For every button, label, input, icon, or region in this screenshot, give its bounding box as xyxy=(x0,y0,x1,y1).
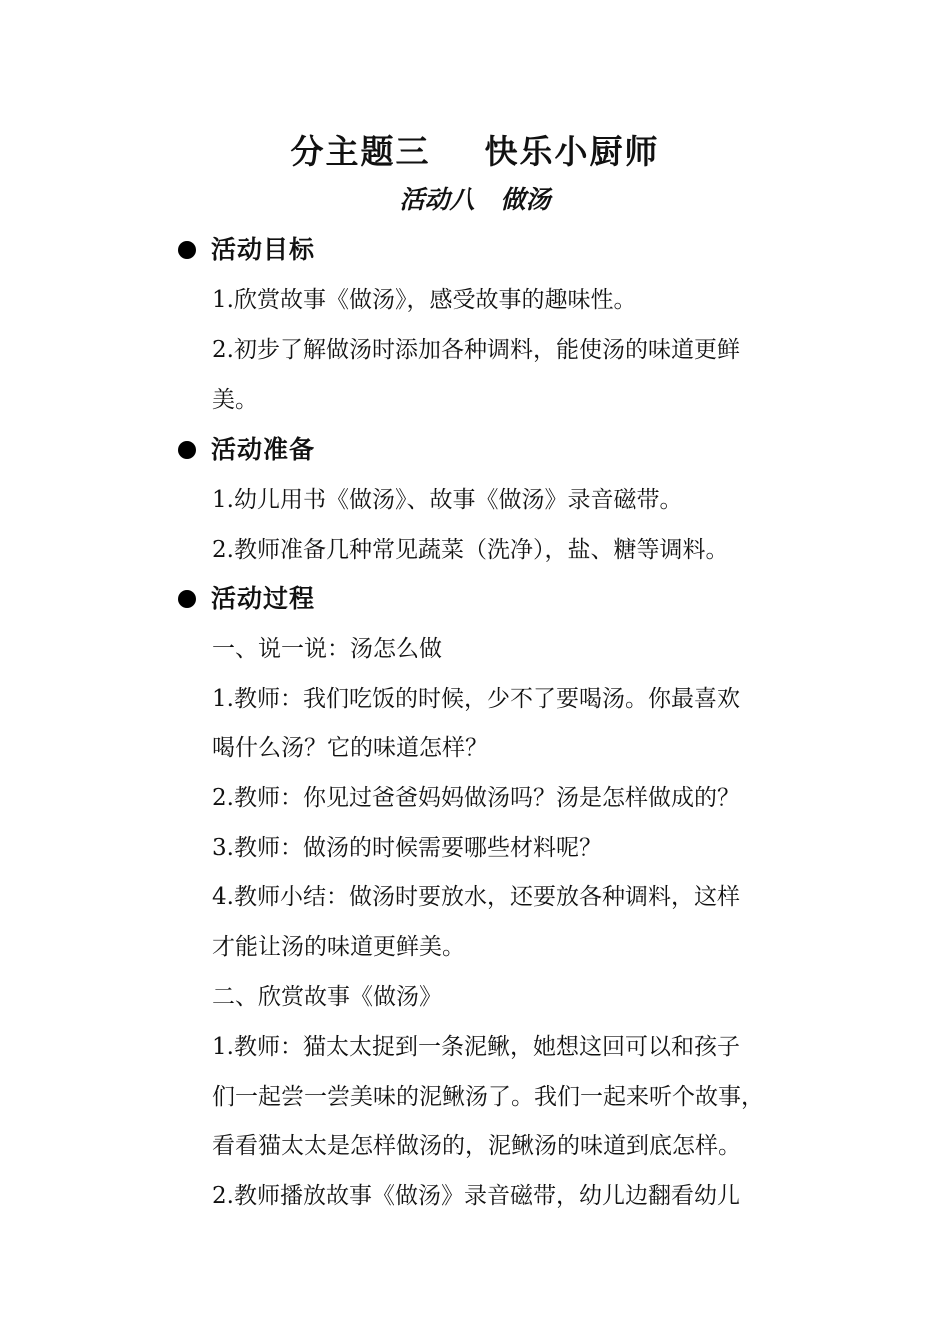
preparation-line-2: 2.教师准备几种常见蔬菜（洗净），盐、糖等调料。 xyxy=(212,537,729,563)
process-line-4: 2.教师：你见过爸爸妈妈做汤吗？汤是怎样做成的？ xyxy=(212,785,740,811)
process-line-3: 喝什么汤？它的味道怎样？ xyxy=(212,735,488,761)
process-line-9: 1.教师：猫太太捉到一条泥鳅，她想这回可以和孩子 xyxy=(212,1034,740,1060)
document-title: 分主题三 快乐小厨师 xyxy=(290,132,660,171)
section-heading-goals xyxy=(178,228,315,272)
process-line-11: 看看猫太太是怎样做汤的，泥鳅汤的味道到底怎样。 xyxy=(212,1133,741,1159)
section-heading-label: 活动过程 xyxy=(211,584,316,613)
process-line-1: 一、说一说：汤怎么做 xyxy=(212,636,442,662)
process-line-5: 3.教师：做汤的时候需要哪些材料呢？ xyxy=(212,835,602,861)
section-heading-process xyxy=(178,577,315,621)
section-heading-preparation xyxy=(178,428,315,472)
process-line-2: 1.教师：我们吃饭的时候，少不了要喝汤。你最喜欢 xyxy=(212,686,740,712)
section-heading-label: 活动准备 xyxy=(211,435,316,464)
process-line-8: 二、欣赏故事《做汤》 xyxy=(212,984,442,1010)
bullet-icon xyxy=(178,241,196,259)
section-heading-label: 活动目标 xyxy=(211,235,316,264)
activity-subtitle: 活动八 做汤 xyxy=(399,185,551,214)
process-line-6: 4.教师小结：做汤时要放水，还要放各种调料，这样 xyxy=(212,884,740,910)
preparation-line-1: 1.幼儿用书《做汤》、故事《做汤》录音磁带。 xyxy=(212,487,683,513)
bullet-icon xyxy=(178,441,196,459)
goals-line-1: 1.欣赏故事《做汤》，感受故事的趣味性。 xyxy=(212,287,637,313)
process-line-10: 们一起尝一尝美味的泥鳅汤了。我们一起来听个故事， xyxy=(212,1084,764,1110)
goals-line-3: 美。 xyxy=(212,387,258,413)
bullet-icon xyxy=(178,590,196,608)
goals-line-2: 2.初步了解做汤时添加各种调料，能使汤的味道更鲜 xyxy=(212,337,740,363)
process-line-7: 才能让汤的味道更鲜美。 xyxy=(212,934,465,960)
process-line-12: 2.教师播放故事《做汤》录音磁带，幼儿边翻看幼儿 xyxy=(212,1183,740,1209)
